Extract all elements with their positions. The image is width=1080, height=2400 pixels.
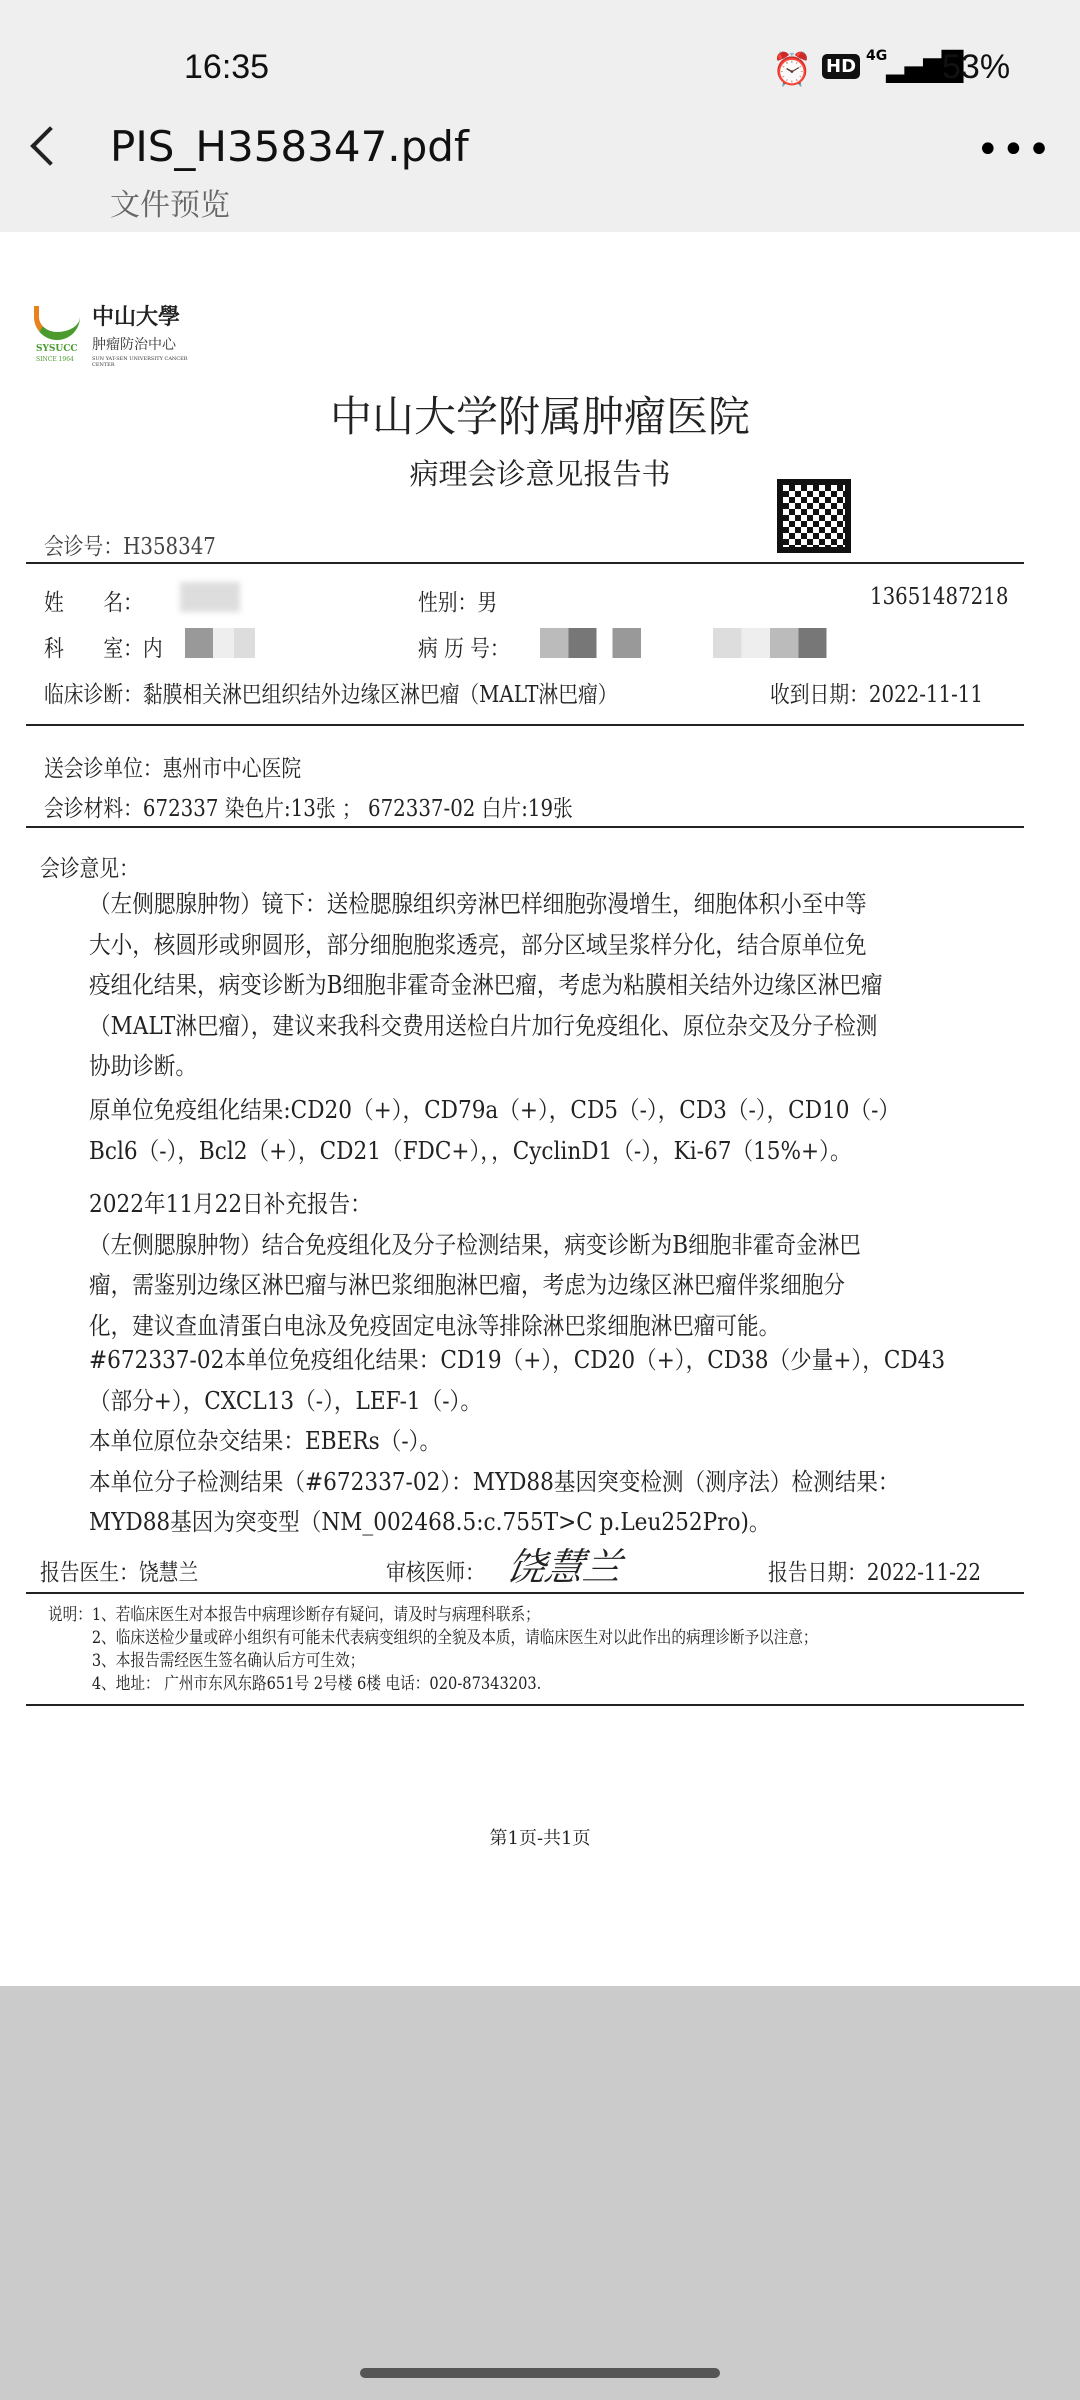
logo-emblem: [34, 306, 80, 340]
hd-icon: HD: [822, 54, 860, 79]
back-icon[interactable]: [30, 126, 70, 166]
molecular-results: #672337-02本单位免疫组化结果：CD19（+），CD20（+），CD38（少量+），CD43 （部分+），CXCL13（-），LEF-1（-）。 本单位原位杂交结果：EBERs（-）。 本单位分子检测结果（#672337-02）：MYD88基因突变检测（测序法）检测结果： MYD88基因为突变型（NM_002468.5:c.755T>C p.Leu252Pro)。: [89, 1346, 946, 1536]
patient-name-label: 姓 名：: [44, 590, 143, 616]
note-item: 说明：1、若临床医生对本报告中病理诊断存有疑问，请及时与病理科联系；: [48, 1605, 540, 1625]
gesture-bar[interactable]: [360, 2368, 720, 2378]
divider: [26, 1704, 1024, 1706]
logo-abbr: SYSUCC: [36, 344, 78, 354]
logo-since: SINCE 1964: [36, 356, 74, 363]
logo-sub: 肿瘤防治中心: [92, 337, 176, 353]
reviewer-label: 审核医师：: [386, 1560, 485, 1586]
sending-unit: 送会诊单位：惠州市中心医院: [44, 756, 302, 782]
gender: 性别：男: [418, 590, 498, 616]
divider: [26, 724, 1024, 726]
report-date: 报告日期：2022-11-22: [768, 1560, 981, 1586]
ihc-results: 原单位免疫组化结果:CD20（+），CD79a（+），CD5（-），CD3（-），CD10（-） Bcl6（-），Bcl2（+），CD21（FDC+），，CyclinD1（-），Ki-67（15%+）。: [89, 1096, 901, 1165]
received-date: 收到日期：2022-11-11: [770, 682, 983, 708]
alarm-icon: ⏰: [772, 50, 812, 88]
opinion-label: 会诊意见：: [40, 856, 139, 882]
opinion-paragraph: （左侧腮腺肿物）镜下：送检腮腺组织旁淋巴样细胞弥漫增生，细胞体积小至中等 大小，核圆形或卵圆形，部分细胞胞浆透亮，部分区域呈浆样分化，结合原单位免 疫组化结果，病变诊断为B细胞非霍奇金淋巴瘤，考虑为粘膜相关结外边缘区淋巴瘤 （MALT淋巴瘤），建议来我科交费用送检白片加行免疫组化、原位杂交及分子检测 协助诊断。: [89, 890, 883, 1080]
consult-material: 会诊材料：672337 染色片:13张 ； 672337-02 白片:19张: [44, 796, 573, 822]
reviewer-signature: 饶慧兰: [503, 1545, 626, 1589]
redacted-dept: [185, 628, 255, 658]
notes: [48, 1604, 943, 1696]
report-doctor: 报告医生：饶慧兰: [40, 1560, 199, 1586]
note-item: 2、临床送检少量或碎小组织有可能未代表病变组织的全貌及本质，请临床医生对以此作出的病理诊断予以注意；: [48, 1628, 818, 1648]
record-number-label: 病 历 号：: [418, 636, 510, 662]
sysucc-logo: [34, 300, 204, 366]
consult-number: 会诊号：H358347: [44, 534, 216, 560]
report-title: 病理会诊意见报告书: [409, 457, 671, 491]
divider: [26, 1592, 1024, 1594]
battery-level: 53%: [942, 48, 1011, 86]
redacted-name: [180, 582, 240, 612]
pdf-page: [0, 232, 1080, 1986]
signal-icon: ▂▄▆█: [886, 50, 961, 83]
logo-en: SUN YAT-SEN UNIVERSITY CANCER CENTER: [92, 356, 188, 368]
divider: [26, 562, 1024, 564]
status-time: 16:35: [184, 48, 270, 86]
file-title: PIS_H358347.pdf: [110, 122, 469, 171]
phone: 13651487218: [870, 584, 1009, 610]
department: 科 室：内: [44, 636, 163, 662]
clinical-diagnosis: 临床诊断：黏膜相关淋巴组织结外边缘区淋巴瘤（MALT淋巴瘤）: [44, 682, 618, 708]
hospital-name: 中山大学附属肿瘤医院: [329, 392, 750, 441]
more-icon[interactable]: •••: [976, 127, 1053, 173]
page-number: 第1页-共1页: [489, 1828, 591, 1849]
redacted-record: [540, 628, 855, 658]
supplementary-report: 2022年11月22日补充报告： （左侧腮腺肿物）结合免疫组化及分子检测结果，病变诊断为B细胞非霍奇金淋巴 瘤，需鉴别边缘区淋巴瘤与淋巴浆细胞淋巴瘤，考虑为边缘区淋巴瘤伴浆细胞分 化，建议查血清蛋白电泳及免疫固定电泳等排除淋巴浆细胞淋巴瘤可能。: [89, 1190, 861, 1340]
file-subtitle: 文件预览: [110, 188, 230, 223]
network-type: 4G: [866, 48, 888, 64]
note-item: 4、地址： 广州市东风东路651号 2号楼 6楼 电话：020-87343203.: [48, 1674, 542, 1694]
logo-name: 中山大學: [92, 304, 181, 330]
divider: [26, 826, 1024, 828]
app-header: [0, 0, 1080, 232]
note-item: 3、本报告需经医生签名确认后方可生效；: [48, 1651, 365, 1671]
qr-code: [777, 479, 851, 553]
